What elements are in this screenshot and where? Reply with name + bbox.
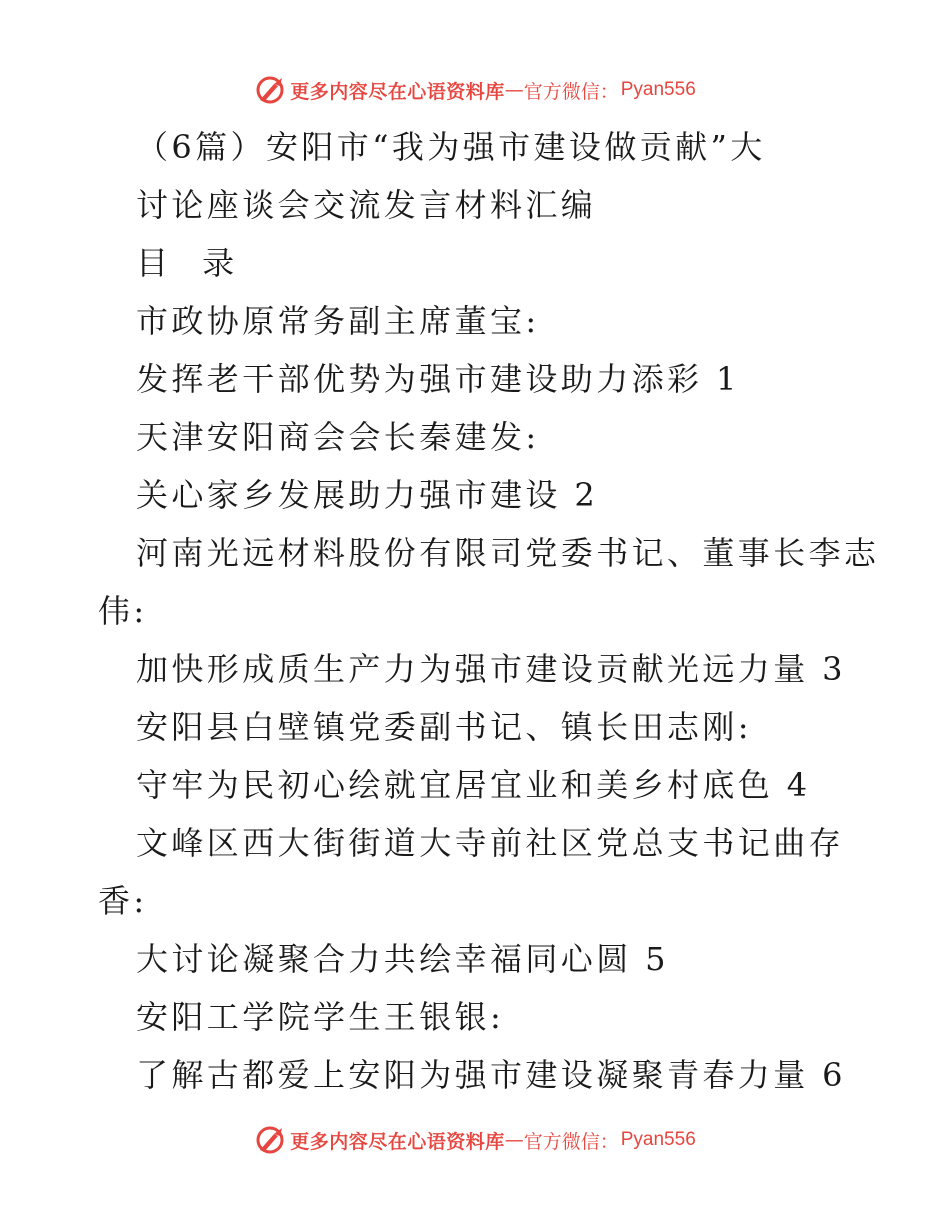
toc-author: 天津安阳商会会长秦建发: [136,418,540,456]
header-banner [0,70,950,110]
quill-circle-icon [254,74,286,106]
quill-circle-icon [254,1124,286,1156]
footer-banner [0,1120,950,1160]
toc-author: 文峰区西大街街道大寺前社区党总支书记曲存 [136,824,845,862]
toc-entry: 关心家乡发展助力强市建设 2 [136,476,599,514]
toc-author-continued: 伟: [98,592,148,630]
toc-heading: 目 录 [136,244,247,282]
toc-entry: 发挥老干部优势为强市建设助力添彩 1 [136,360,740,398]
toc-entry: 大讨论凝聚合力共绘幸福同心圆 5 [136,940,669,978]
toc-entry: 守牢为民初心绘就宜居宜业和美乡村底色 4 [136,766,811,804]
toc-entry: 了解古都爱上安阳为强市建设凝聚青春力量 6 [136,1056,846,1094]
toc-author: 安阳工学院学生王银银: [136,998,505,1036]
banner-separator: — [504,1129,524,1151]
site-name: 更多内容尽在心语资料库 [290,1130,505,1153]
doc-title-line-1: （6篇）安阳市“我为强市建设做贡献”大 [136,128,766,166]
wechat-label: 官方微信： [523,1130,619,1153]
toc-author-continued: 香: [98,882,148,920]
wechat-id: Pyan556 [620,1129,696,1150]
wechat-label: 官方微信： [523,80,619,103]
toc-author: 河南光远材料股份有限司党委书记、董事长李志 [136,534,880,572]
toc-author: 安阳县白壁镇党委副书记、镇长田志刚: [136,708,752,746]
toc-author: 市政协原常务副主席董宝: [136,302,540,340]
doc-title-line-2: 讨论座谈会交流发言材料汇编 [136,186,597,224]
banner-separator: — [504,79,524,101]
toc-entry: 加快形成质生产力为强市建设贡献光远力量 3 [136,650,846,688]
site-name: 更多内容尽在心语资料库 [290,80,505,103]
wechat-id: Pyan556 [620,79,696,100]
